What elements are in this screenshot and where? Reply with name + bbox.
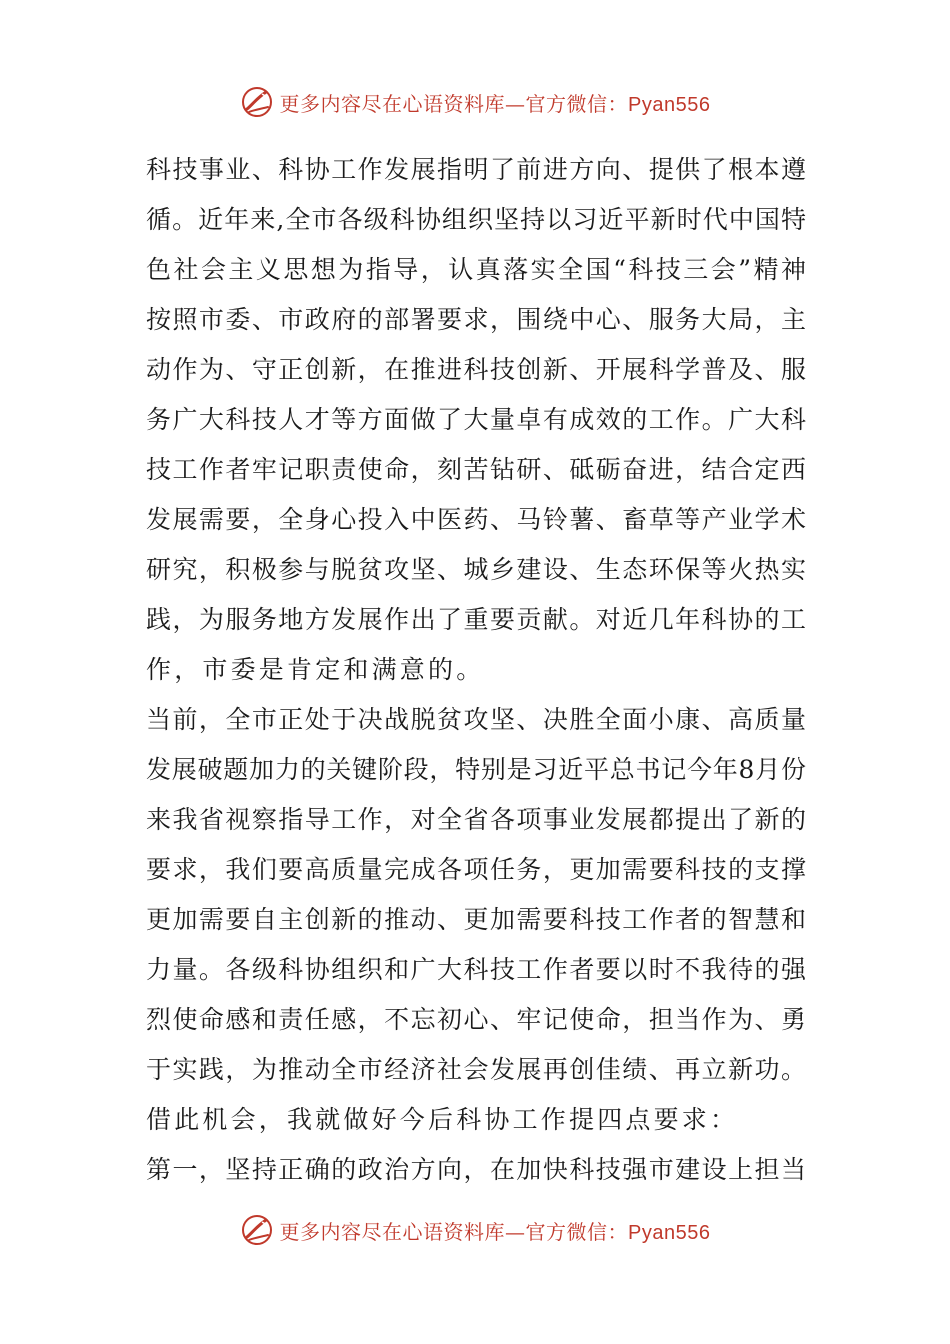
text-line: 要求，我们要高质量完成各项任务，更加需要科技的支撑 <box>146 855 806 884</box>
document-body <box>146 145 806 1195</box>
text-line: 当前，全市正处于决战脱贫攻坚、决胜全面小康、高质量 <box>146 705 806 734</box>
watermark-text <box>280 88 711 117</box>
header-watermark <box>0 82 950 122</box>
text-line: 作，市委是肯定和满意的。 <box>146 655 485 684</box>
text-line: 践，为服务地方发展作出了重要贡献。对近几年科协的工 <box>146 605 806 634</box>
wechat-id: Pyan556 <box>628 1221 711 1244</box>
watermark-slogan: 更多内容尽在心语资料库—官方微信： <box>279 91 629 116</box>
text-line: 色社会主义思想为指导，认真落实全国“科技三会”精神 <box>146 255 806 284</box>
text-line: 务广大科技人才等方面做了大量卓有成效的工作。广大科 <box>146 405 806 434</box>
text-line: 科技事业、科协工作发展指明了前进方向、提供了根本遵 <box>146 155 806 184</box>
text-line: 发展需要，全身心投入中医药、马铃薯、畜草等产业学术 <box>146 505 806 534</box>
text-line: 循。近年来,全市各级科协组织坚持以习近平新时代中国特 <box>146 205 806 234</box>
text-line: 研究，积极参与脱贫攻坚、城乡建设、生态环保等火热实 <box>146 555 806 584</box>
text-line: 力量。各级科协组织和广大科技工作者要以时不我待的强 <box>146 955 806 984</box>
text-line: 发展破题加力的关键阶段，特别是习近平总书记今年8月份 <box>146 755 806 784</box>
text-line: 于实践，为推动全市经济社会发展再创佳绩、再立新功。 <box>146 1055 806 1084</box>
watermark-slogan: 更多内容尽在心语资料库—官方微信： <box>279 1219 629 1244</box>
text-line: 来我省视察指导工作，对全省各项事业发展都提出了新的 <box>146 805 806 834</box>
text-line: 借此机会，我就做好今后科协工作提四点要求： <box>146 1105 739 1134</box>
text-line: 技工作者牢记职责使命，刻苦钻研、砥砺奋进，结合定西 <box>146 455 806 484</box>
text-line: 动作为、守正创新，在推进科技创新、开展科学普及、服 <box>146 355 806 384</box>
text-line: 按照市委、市政府的部署要求，围绕中心、服务大局，主 <box>146 305 806 334</box>
watermark-text <box>280 1216 711 1245</box>
footer-watermark <box>0 1210 950 1250</box>
text-line: 烈使命感和责任感，不忘初心、牢记使命，担当作为、勇 <box>146 1005 806 1034</box>
pen-scroll-logo-icon <box>240 85 274 119</box>
wechat-id: Pyan556 <box>628 93 711 116</box>
text-line: 第一，坚持正确的政治方向，在加快科技强市建设上担当 <box>146 1155 806 1184</box>
text-line: 更加需要自主创新的推动、更加需要科技工作者的智慧和 <box>146 905 806 934</box>
pen-scroll-logo-icon <box>240 1213 274 1247</box>
